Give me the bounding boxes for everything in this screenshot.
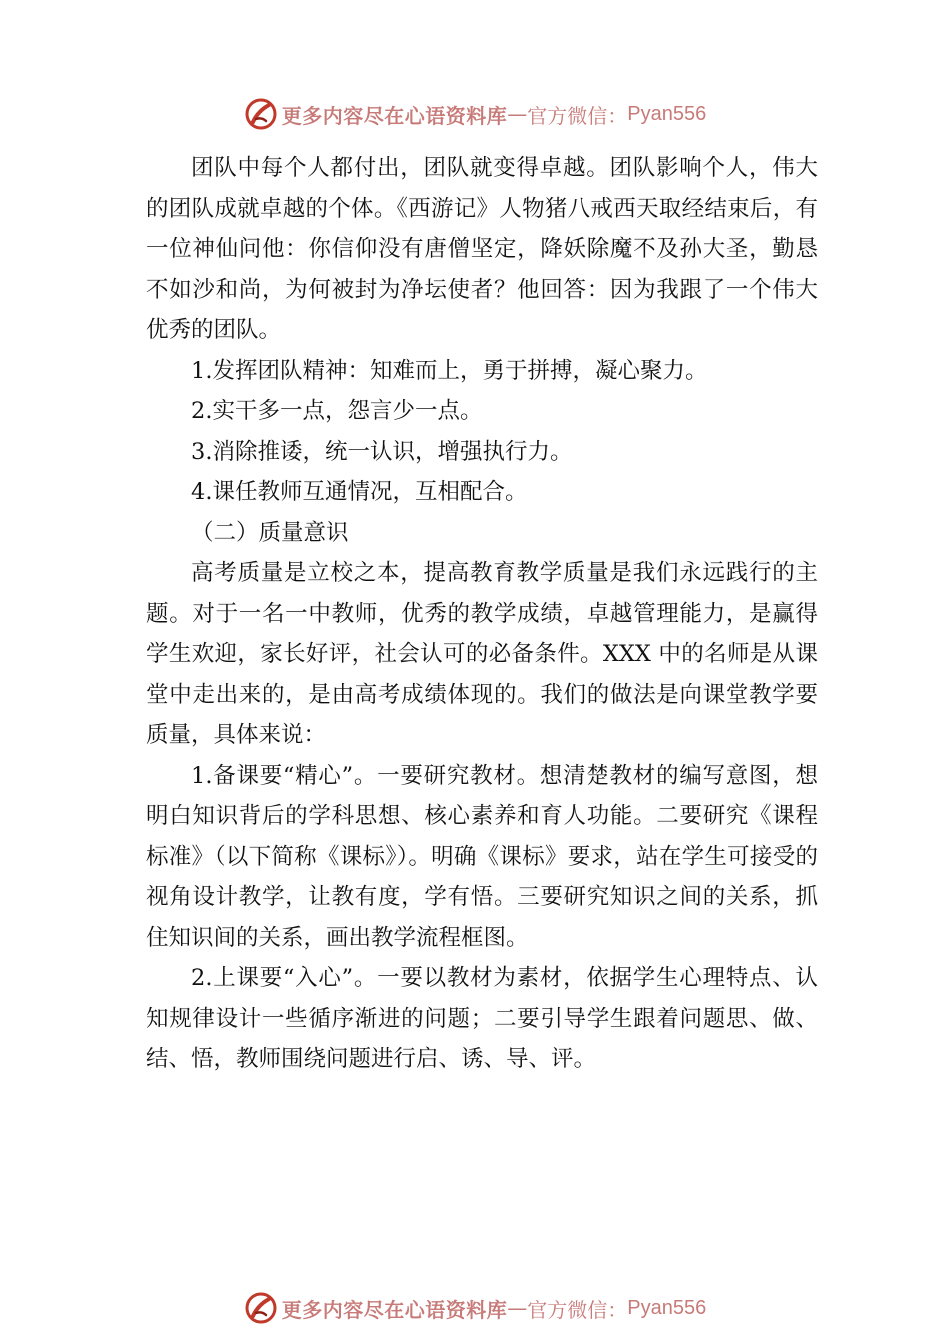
footer-wechat-label: 官方微信： (527, 1297, 628, 1322)
header-banner (0, 94, 950, 134)
footer-promo-text: 更多内容尽在心语资料库 (281, 1297, 508, 1322)
brush-circle-logo-icon (244, 97, 278, 131)
paragraph-quality-intro: 高考质量是立校之本，提高教育教学质量是我们永远践行的主题。对于一名一中教师，优秀的教学成绩，卓越管理能力，是赢得学生欢迎，家长好评，社会认可的必备条件。XXX 中的名师是从课堂中走出来的，是由高考成绩体现的。我们的做法是向课堂教学要质量，具体来说： (146, 560, 818, 748)
paragraph-team-intro: 团队中每个人都付出，团队就变得卓越。团队影响个人，伟大的团队成就卓越的个体。《西游记》人物猪八戒西天取经结束后，有一位神仙问他：你信仰没有唐僧坚定，降妖除魔不及孙大圣，勤恳不如沙和尚，为何被封为净坛使者？他回答：因为我跟了一个伟大优秀的团队。 (146, 155, 818, 343)
banner-wechat-label: 官方微信： (527, 103, 628, 128)
footer-wechat-id: Pyan556 (627, 1296, 707, 1319)
paragraph-lesson-prep: 1.备课要“精心”。一要研究教材。想清楚教材的编写意图，想明白知识背后的学科思想、核心素养和育人功能。二要研究《课程标准》（以下简称《课标》）。明确《课标》要求，站在学生可接受的视角设计教学，让教有度，学有悟。三要研究知识之间的关系，抓住知识间的关系，画出教学流程框图。 (146, 762, 818, 951)
document-body (146, 148, 818, 1080)
list-item-team-spirit: 1.发挥团队精神：知难而上，勇于拼搏，凝心聚力。 (191, 357, 708, 384)
list-item-work-more: 2.实干多一点，怨言少一点。 (191, 398, 483, 424)
banner-wechat-id: Pyan556 (627, 102, 707, 125)
brush-circle-logo-icon (244, 1291, 278, 1325)
footer-banner (0, 1288, 950, 1328)
footer-separator: — (507, 1296, 528, 1320)
list-item-cooperation: 4.课任教师互通情况，互相配合。 (191, 479, 528, 505)
section-heading-quality: （二）质量意识 (191, 519, 349, 546)
paragraph-teaching: 2.上课要“入心”。一要以教材为素材，依据学生心理特点、认知规律设计一些循序渐进的问题；二要引导学生跟着问题思、做、结、悟，教师围绕问题进行启、诱、导、评。 (146, 965, 818, 1072)
list-item-execution: 3.消除推诿，统一认识，增强执行力。 (191, 438, 573, 465)
banner-promo-text: 更多内容尽在心语资料库 (281, 103, 508, 128)
banner-separator: — (507, 102, 528, 126)
